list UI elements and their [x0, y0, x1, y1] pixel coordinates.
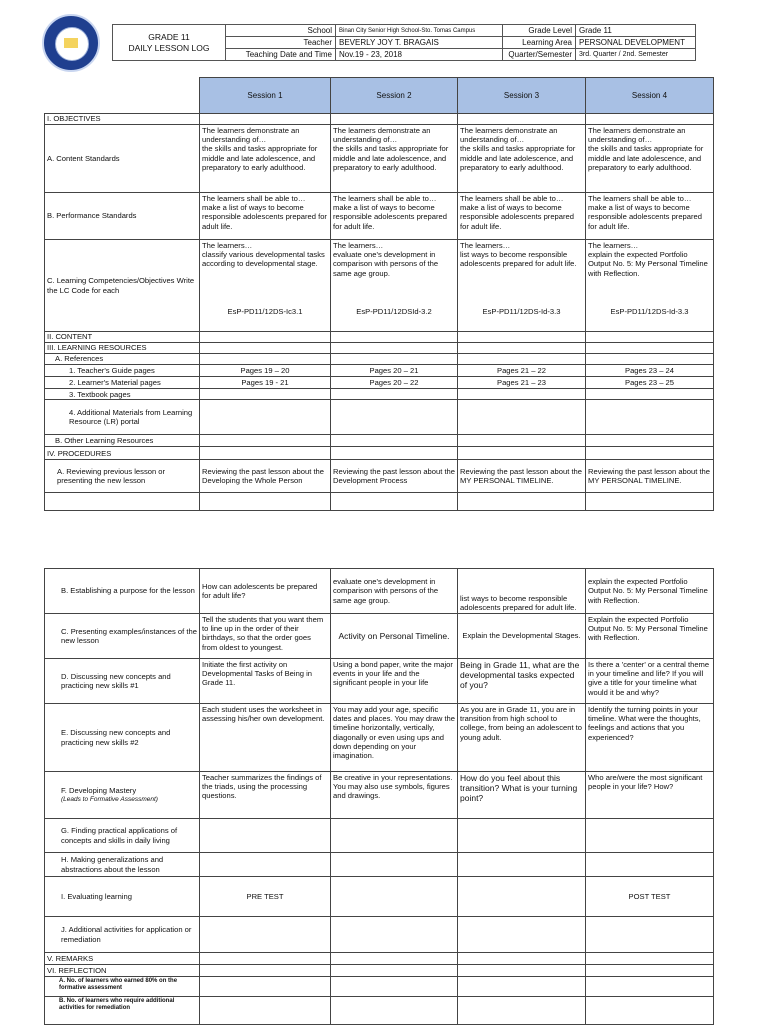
eval-cell: POST TEST [586, 877, 714, 917]
lc-code: EsP-PD11/12DSId-3.2 [356, 307, 432, 316]
lm-pages-cell: Pages 19 - 21 [200, 377, 331, 389]
discuss1-label: D. Discussing new concepts and practicing new skills #1 [45, 659, 200, 704]
lesson-table-bottom [44, 568, 714, 1025]
competency-cell [200, 240, 331, 332]
review-label: A. Reviewing previous lesson or presenting the new lesson [45, 460, 200, 493]
competency-text: The learners… evaluate one's development in comparison with persons of the same age group. [333, 241, 439, 278]
mastery-cell: Who are/were the most significant people in your life? How? [586, 772, 714, 819]
competency-cell [458, 240, 586, 332]
performance-standards-cell: The learners shall be able to… make a list of ways to become responsible adolescents prepared for adult life. [586, 193, 714, 240]
learners-material-label: 2. Learner's Material pages [45, 377, 200, 389]
examples-cell: Tell the students that you want them to line up in the order of their birthdays, so that the order goes from oldest to youngest. [200, 614, 331, 659]
tg-pages-cell: Pages 23 – 24 [586, 365, 714, 377]
purpose-cell: explain the expected Portfolio Output No. 5: My Personal Timeline with Reflection. [586, 569, 714, 614]
reflection-heading: VI. REFLECTION [45, 965, 200, 977]
performance-standards-cell: The learners shall be able to… make a list of ways to become responsible adolescents prepared for adult life. [200, 193, 331, 240]
school-label: School [226, 25, 336, 37]
session-1-header: Session 1 [200, 78, 331, 114]
mastery-label [45, 772, 200, 819]
header-table [112, 24, 696, 61]
content-heading: II. CONTENT [45, 332, 200, 343]
school-value: Binan City Senior High School-Sto. Tomas Campus [336, 25, 503, 37]
performance-standards-label: B. Performance Standards [45, 193, 200, 240]
eval-cell: PRE TEST [200, 877, 331, 917]
generalization-label: H. Making generalizations and abstractions about the lesson [45, 853, 200, 877]
grade-box [113, 25, 226, 61]
competency-cell [586, 240, 714, 332]
discuss1-cell: Initiate the first activity on Developmental Tasks of Being in Grade 11. [200, 659, 331, 704]
review-cell: Reviewing the past lesson about the Development Process [331, 460, 458, 493]
review-cell: Reviewing the past lesson about the MY PERSONAL TIMELINE. [586, 460, 714, 493]
mastery-cell: Be creative in your representations. You may also use symbols, figures and drawings. [331, 772, 458, 819]
examples-cell: Explain the Developmental Stages. [458, 614, 586, 659]
competency-cell [331, 240, 458, 332]
empty-corner [45, 78, 200, 114]
tg-pages-cell: Pages 21 – 22 [458, 365, 586, 377]
session-4-header: Session 4 [586, 78, 714, 114]
mastery-cell: How do you feel about this transition? What is your turning point? [458, 772, 586, 819]
discuss2-cell: Each student uses the worksheet in assessing his/her own development. [200, 704, 331, 772]
purpose-cell: evaluate one's development in comparison with persons of the same age group. [331, 569, 458, 614]
reflection-a-label: A. No. of learners who earned 80% on the formative assessment [45, 977, 200, 997]
grade-level-label: Grade Level [503, 25, 576, 37]
discuss1-cell: Is there a 'center' or a central theme in your timeline and life? If you will give a title for your timeline what would it be and why? [586, 659, 714, 704]
competency-text: The learners… classify various developmental tasks according to developmental stage. [202, 241, 325, 269]
tg-pages-cell: Pages 19 – 20 [200, 365, 331, 377]
session-2-header: Session 2 [331, 78, 458, 114]
textbook-label: 3. Textbook pages [45, 389, 200, 400]
additional-materials-label: 4. Additional Materials from Learning Resource (LR) portal [45, 400, 200, 435]
remarks-heading: V. REMARKS [45, 953, 200, 965]
purpose-cell: list ways to become responsible adolescents prepared for adult life. [458, 569, 586, 614]
competencies-label: C. Learning Competencies/Objectives Write the LC Code for each [45, 240, 200, 332]
date-value: Nov.19 - 23, 2018 [336, 49, 503, 61]
eval-cell [331, 877, 458, 917]
mastery-title: F. Developing Mastery [61, 785, 137, 795]
area-value: PERSONAL DEVELOPMENT [576, 37, 696, 49]
lm-pages-cell: Pages 23 – 25 [586, 377, 714, 389]
procedures-heading: IV. PROCEDURES [45, 447, 200, 460]
lc-code: EsP-PD11/12DS-Id-3.3 [610, 307, 689, 316]
deped-seal-icon [42, 14, 100, 72]
log-title: DAILY LESSON LOG [128, 42, 210, 53]
session-3-header: Session 3 [458, 78, 586, 114]
purpose-label: B. Establishing a purpose for the lesson [45, 569, 200, 614]
content-standards-cell: The learners demonstrate an understanding of… the skills and tasks appropriate for middle and late adolescence, and preparatory to early adulthood. [331, 125, 458, 193]
date-label: Teaching Date and Time [226, 49, 336, 61]
review-cell: Reviewing the past lesson about the MY PERSONAL TIMELINE. [458, 460, 586, 493]
lc-code: EsP-PD11/12DS-Id-3.3 [482, 307, 561, 316]
mastery-subtitle: (Leads to Formative Assessment) [61, 796, 158, 803]
objectives-heading: I. OBJECTIVES [45, 114, 200, 125]
teachers-guide-label: 1. Teacher's Guide pages [45, 365, 200, 377]
lesson-table-top [44, 77, 714, 511]
examples-label: C. Presenting examples/instances of the new lesson [45, 614, 200, 659]
eval-cell [458, 877, 586, 917]
competency-text: The learners… explain the expected Portfolio Output No. 5: My Personal Timeline with Reflection. [588, 241, 708, 278]
teacher-label: Teacher [226, 37, 336, 49]
content-standards-cell: The learners demonstrate an understanding of… the skills and tasks appropriate for middle and late adolescence, and preparatory to early adulthood. [458, 125, 586, 193]
reflection-b-label: B. No. of learners who require additional activities for remediation [45, 997, 200, 1025]
discuss2-label: E. Discussing new concepts and practicing new skills #2 [45, 704, 200, 772]
other-resources-label: B. Other Learning Resources [45, 435, 200, 447]
references-label: A. References [45, 354, 200, 365]
quarter-label: Quarter/Semester [503, 49, 576, 61]
review-cell: Reviewing the past lesson about the Developing the Whole Person [200, 460, 331, 493]
purpose-cell: How can adolescents be prepared for adult life? [200, 569, 331, 614]
content-standards-cell: The learners demonstrate an understanding of… the skills and tasks appropriate for middle and late adolescence, and preparatory to early adulthood. [200, 125, 331, 193]
mastery-cell: Teacher summarizes the findings of the triads, using the processing questions. [200, 772, 331, 819]
grade-level-value: Grade 11 [576, 25, 696, 37]
lm-pages-cell: Pages 21 – 23 [458, 377, 586, 389]
tg-pages-cell: Pages 20 – 21 [331, 365, 458, 377]
examples-cell: Explain the expected Portfolio Output No. 5: My Personal Timeline with Reflection. [586, 614, 714, 659]
evaluating-label: I. Evaluating learning [45, 877, 200, 917]
content-standards-cell: The learners demonstrate an understanding of… the skills and tasks appropriate for middle and late adolescence, and preparatory to early adulthood. [586, 125, 714, 193]
discuss1-cell: Being in Grade 11, what are the developmental tasks expected of you? [458, 659, 586, 704]
examples-cell: Activity on Personal Timeline. [331, 614, 458, 659]
lm-pages-cell: Pages 20 – 22 [331, 377, 458, 389]
resources-heading: III. LEARNING RESOURCES [45, 343, 200, 354]
discuss2-cell: Identify the turning points in your timeline. What were the thoughts, feelings and actions that you experienced? [586, 704, 714, 772]
lc-code: EsP-PD11/12DS-Ic3.1 [227, 307, 303, 316]
quarter-value: 3rd. Quarter / 2nd. Semester [576, 49, 696, 61]
discuss2-cell: You may add your age, specific dates and places. You may draw the timeline horizontally, vertically, diagonally or even using ups and down depending on your imagination. [331, 704, 458, 772]
competency-text: The learners… list ways to become responsible adolescents prepared for adult life. [460, 241, 577, 269]
additional-activities-label: J. Additional activities for application or remediation [45, 917, 200, 953]
grade-title: GRADE 11 [148, 31, 190, 42]
practical-label: G. Finding practical applications of concepts and skills in daily living [45, 819, 200, 853]
teacher-value: BEVERLY JOY T. BRAGAIS [336, 37, 503, 49]
area-label: Learning Area [503, 37, 576, 49]
performance-standards-cell: The learners shall be able to… make a list of ways to become responsible adolescents prepared for adult life. [331, 193, 458, 240]
content-standards-label: A. Content Standards [45, 125, 200, 193]
discuss1-cell: Using a bond paper, write the major events in your life and the significant people in your life [331, 659, 458, 704]
discuss2-cell: As you are in Grade 11, you are in transition from high school to college, from being an adolescent to young adult. [458, 704, 586, 772]
performance-standards-cell: The learners shall be able to… make a list of ways to become responsible adolescents prepared for adult life. [458, 193, 586, 240]
